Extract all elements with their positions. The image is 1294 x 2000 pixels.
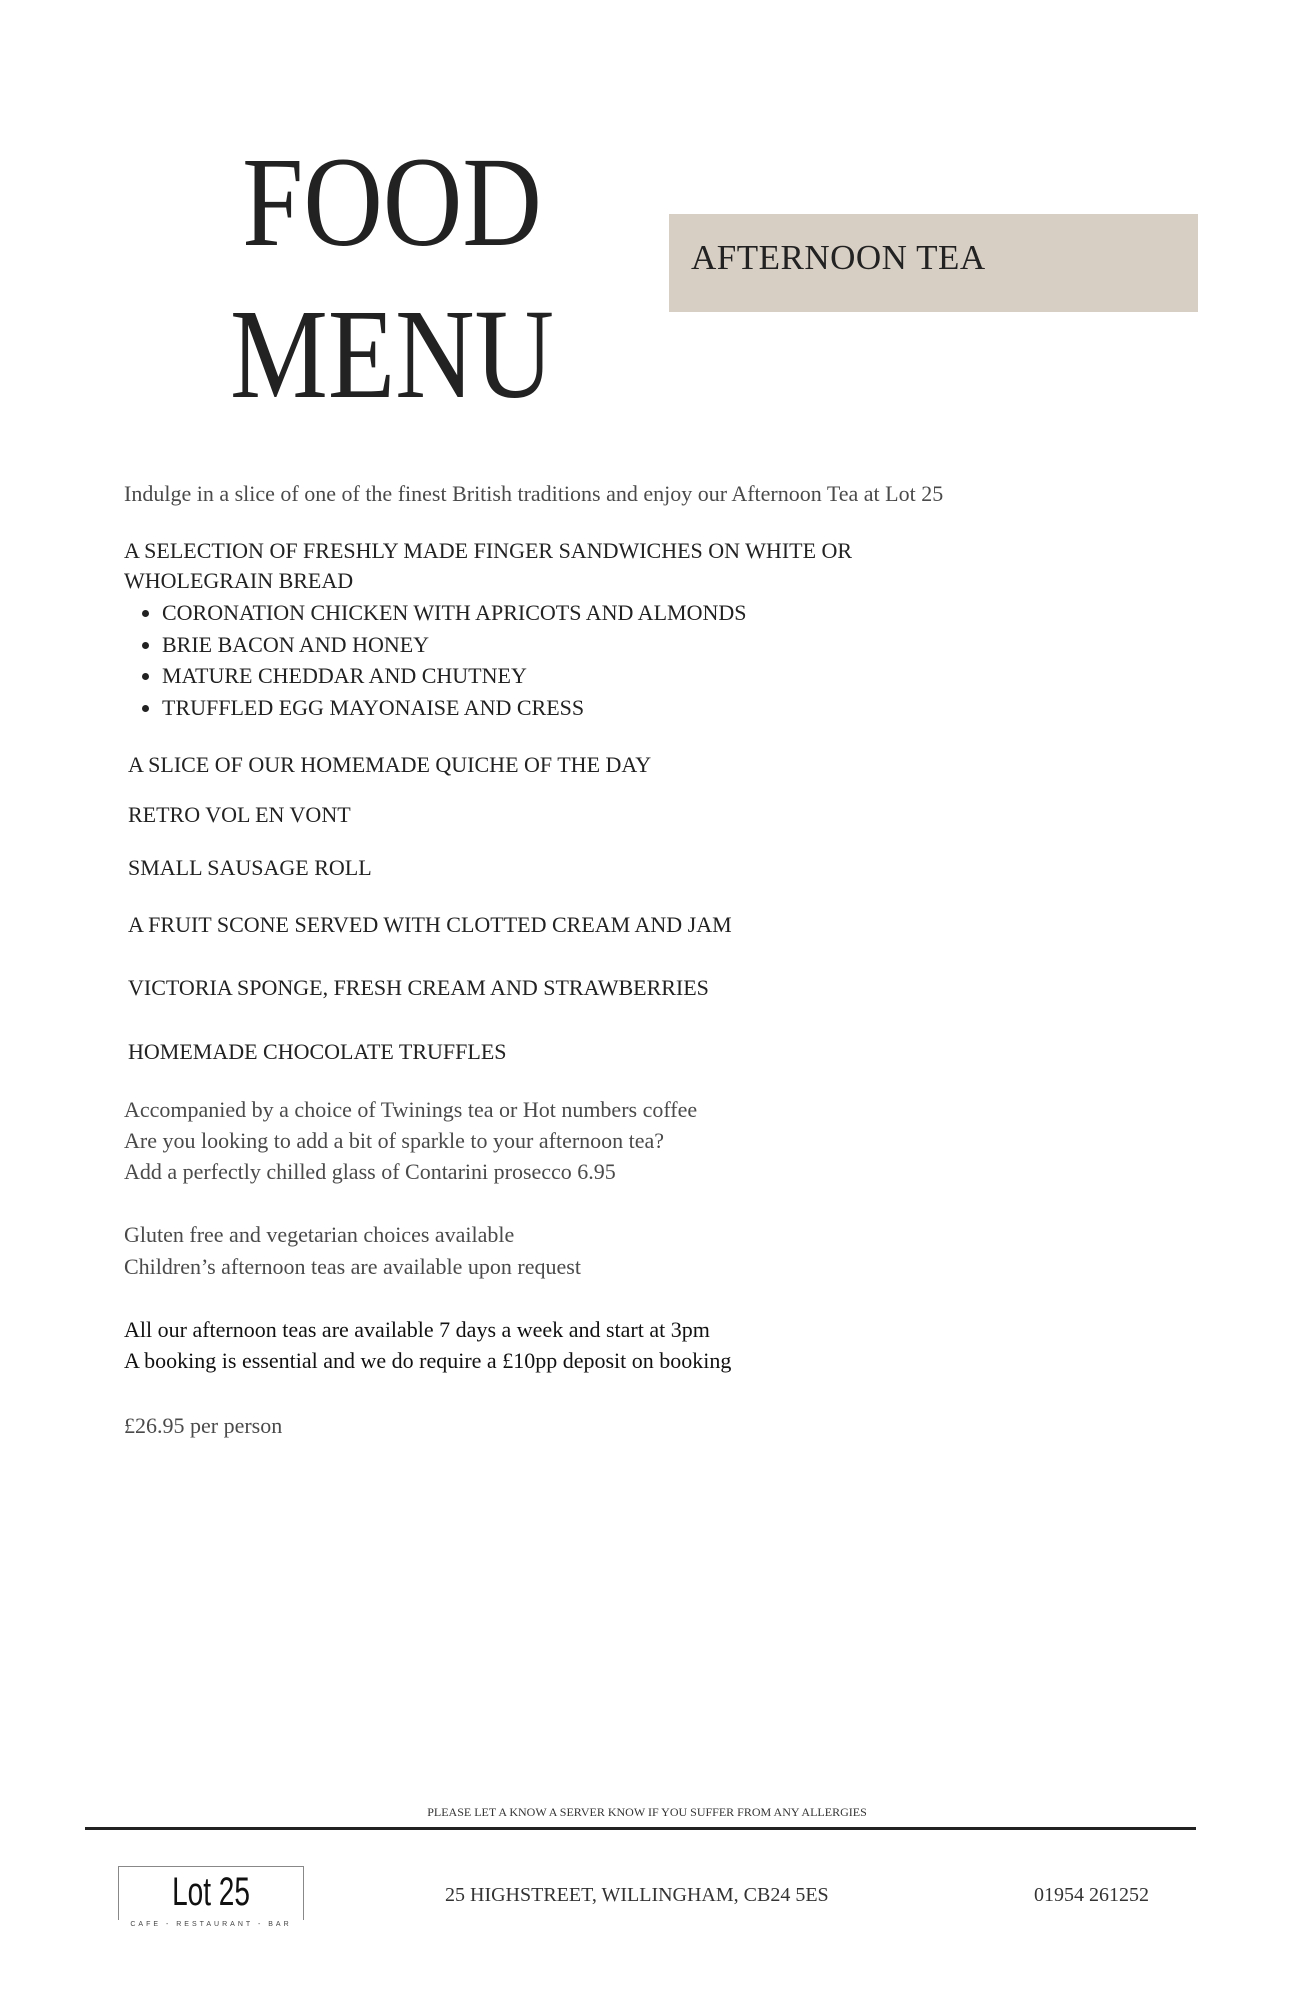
list-item: • BRIE BACON AND HONEY: [162, 629, 746, 661]
intro-text: Indulge in a slice of one of the finest British traditions and enjoy our Afternoon Tea at Lot 25: [124, 481, 944, 506]
logo-subtitle: CAFE - RESTAURANT - BAR: [118, 1920, 304, 1929]
note: Accompanied by a choice of Twinings tea or Hot numbers coffee: [124, 1097, 698, 1122]
course-item: VICTORIA SPONGE, FRESH CREAM AND STRAWBERRIES: [128, 975, 709, 1000]
title-food: FOOD: [242, 131, 542, 273]
course-item: A FRUIT SCONE SERVED WITH CLOTTED CREAM AND JAM: [128, 912, 732, 937]
list-item: • CORONATION CHICKEN WITH APRICOTS AND ALMONDS: [162, 597, 746, 629]
title-menu: MENU: [229, 283, 555, 425]
phone: 01954 261252: [1034, 1884, 1149, 1906]
address: 25 HIGHSTREET, WILLINGHAM, CB24 5ES: [445, 1884, 829, 1906]
sandwiches-heading: A SELECTION OF FRESHLY MADE FINGER SANDWICHES ON WHITE OR: [124, 538, 853, 563]
section-banner: [669, 214, 1198, 312]
list-item: • TRUFFLED EGG MAYONAISE AND CRESS: [162, 692, 746, 724]
divider: [85, 1827, 1196, 1830]
sandwich-list: [124, 597, 746, 723]
logo-name: Lot 25: [172, 1870, 250, 1914]
note: Add a perfectly chilled glass of Contarini prosecco 6.95: [124, 1159, 616, 1184]
course-item: HOMEMADE CHOCOLATE TRUFFLES: [128, 1039, 507, 1064]
list-item: • MATURE CHEDDAR AND CHUTNEY: [162, 660, 746, 692]
note: Children’s afternoon teas are available upon request: [124, 1254, 581, 1279]
allergy-notice: PLEASE LET A KNOW A SERVER KNOW IF YOU SUFFER FROM ANY ALLERGIES: [427, 1805, 867, 1819]
availability-note: All our afternoon teas are available 7 days a week and start at 3pm: [124, 1317, 710, 1342]
section-title: AFTERNOON TEA: [691, 238, 986, 277]
course-item: RETRO VOL EN VONT: [128, 802, 351, 827]
note: Are you looking to add a bit of sparkle to your afternoon tea?: [124, 1128, 665, 1153]
price: £26.95 per person: [124, 1413, 283, 1438]
course-item: SMALL SAUSAGE ROLL: [128, 855, 372, 880]
sandwiches-heading-2: WHOLEGRAIN BREAD: [124, 568, 354, 593]
booking-note: A booking is essential and we do require a £10pp deposit on booking: [124, 1348, 732, 1373]
course-item: A SLICE OF OUR HOMEMADE QUICHE OF THE DAY: [128, 752, 652, 777]
note: Gluten free and vegetarian choices available: [124, 1222, 515, 1247]
logo: [118, 1866, 304, 1928]
